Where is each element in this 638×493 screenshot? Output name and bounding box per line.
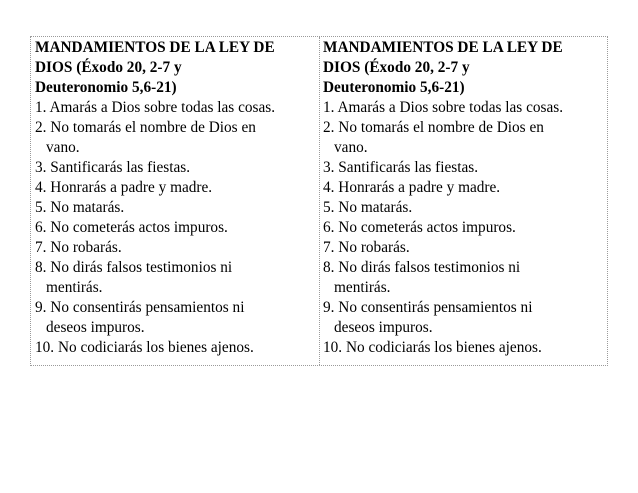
item-text: 10. No codiciarás los bienes ajenos.	[323, 339, 542, 356]
item-text: 4. Honrarás a padre y madre.	[35, 179, 213, 196]
list-item	[323, 158, 607, 178]
item-text: 10. No codiciarás los bienes ajenos.	[35, 339, 254, 356]
list-item	[35, 238, 319, 258]
item-text: 6. No cometerás actos impuros.	[323, 219, 516, 236]
item-text: 8. No dirás falsos testimonios ni	[323, 259, 521, 276]
commandments-column-right	[320, 37, 607, 365]
list-item	[323, 178, 607, 198]
list-item	[323, 198, 607, 218]
item-text: 2. No tomarás el nombre de Dios en	[35, 119, 256, 136]
list-item	[35, 118, 319, 158]
list-item	[323, 98, 607, 118]
item-text-continued: vano.	[334, 139, 368, 156]
item-text-continued: mentirás.	[334, 279, 391, 296]
document-page	[30, 36, 608, 366]
list-item	[35, 198, 319, 218]
item-text-continued: deseos impuros.	[334, 319, 433, 336]
list-item	[323, 298, 607, 338]
commandments-list	[35, 98, 319, 358]
list-item	[323, 118, 607, 158]
item-text: 1. Amarás a Dios sobre todas las cosas.	[323, 99, 564, 116]
list-item	[35, 98, 319, 118]
list-item	[35, 218, 319, 238]
list-item	[323, 218, 607, 238]
item-text: 9. No consentirás pensamientos ni	[323, 299, 533, 316]
heading-line: Deuteronomio 5,6-21)	[323, 79, 465, 96]
commandments-list	[323, 98, 607, 358]
item-text: 5. No matarás.	[35, 199, 125, 216]
heading-line: DIOS (Éxodo 20, 2-7 y	[35, 59, 182, 76]
item-text: 3. Santificarás las fiestas.	[323, 159, 479, 176]
heading-line: MANDAMIENTOS DE LA LEY DE	[35, 39, 275, 56]
item-text: 8. No dirás falsos testimonios ni	[35, 259, 233, 276]
item-text: 4. Honrarás a padre y madre.	[323, 179, 501, 196]
list-item	[35, 338, 319, 358]
heading-line: Deuteronomio 5,6-21)	[35, 79, 177, 96]
list-item	[35, 178, 319, 198]
heading-line: MANDAMIENTOS DE LA LEY DE	[323, 39, 563, 56]
item-text: 3. Santificarás las fiestas.	[35, 159, 191, 176]
item-text: 6. No cometerás actos impuros.	[35, 219, 228, 236]
commandments-table	[31, 37, 607, 365]
column-heading	[35, 38, 319, 98]
commandments-column-left	[31, 37, 320, 365]
list-item	[323, 238, 607, 258]
item-text-continued: vano.	[46, 139, 80, 156]
list-item	[323, 338, 607, 358]
item-text: 5. No matarás.	[323, 199, 413, 216]
item-text: 7. No robarás.	[323, 239, 410, 256]
column-heading	[323, 38, 607, 98]
item-text: 7. No robarás.	[35, 239, 122, 256]
list-item	[323, 258, 607, 298]
item-text: 1. Amarás a Dios sobre todas las cosas.	[35, 99, 276, 116]
list-item	[35, 158, 319, 178]
item-text-continued: deseos impuros.	[46, 319, 145, 336]
item-text: 2. No tomarás el nombre de Dios en	[323, 119, 544, 136]
list-item	[35, 258, 319, 298]
heading-line: DIOS (Éxodo 20, 2-7 y	[323, 59, 470, 76]
item-text-continued: mentirás.	[46, 279, 103, 296]
list-item	[35, 298, 319, 338]
item-text: 9. No consentirás pensamientos ni	[35, 299, 245, 316]
